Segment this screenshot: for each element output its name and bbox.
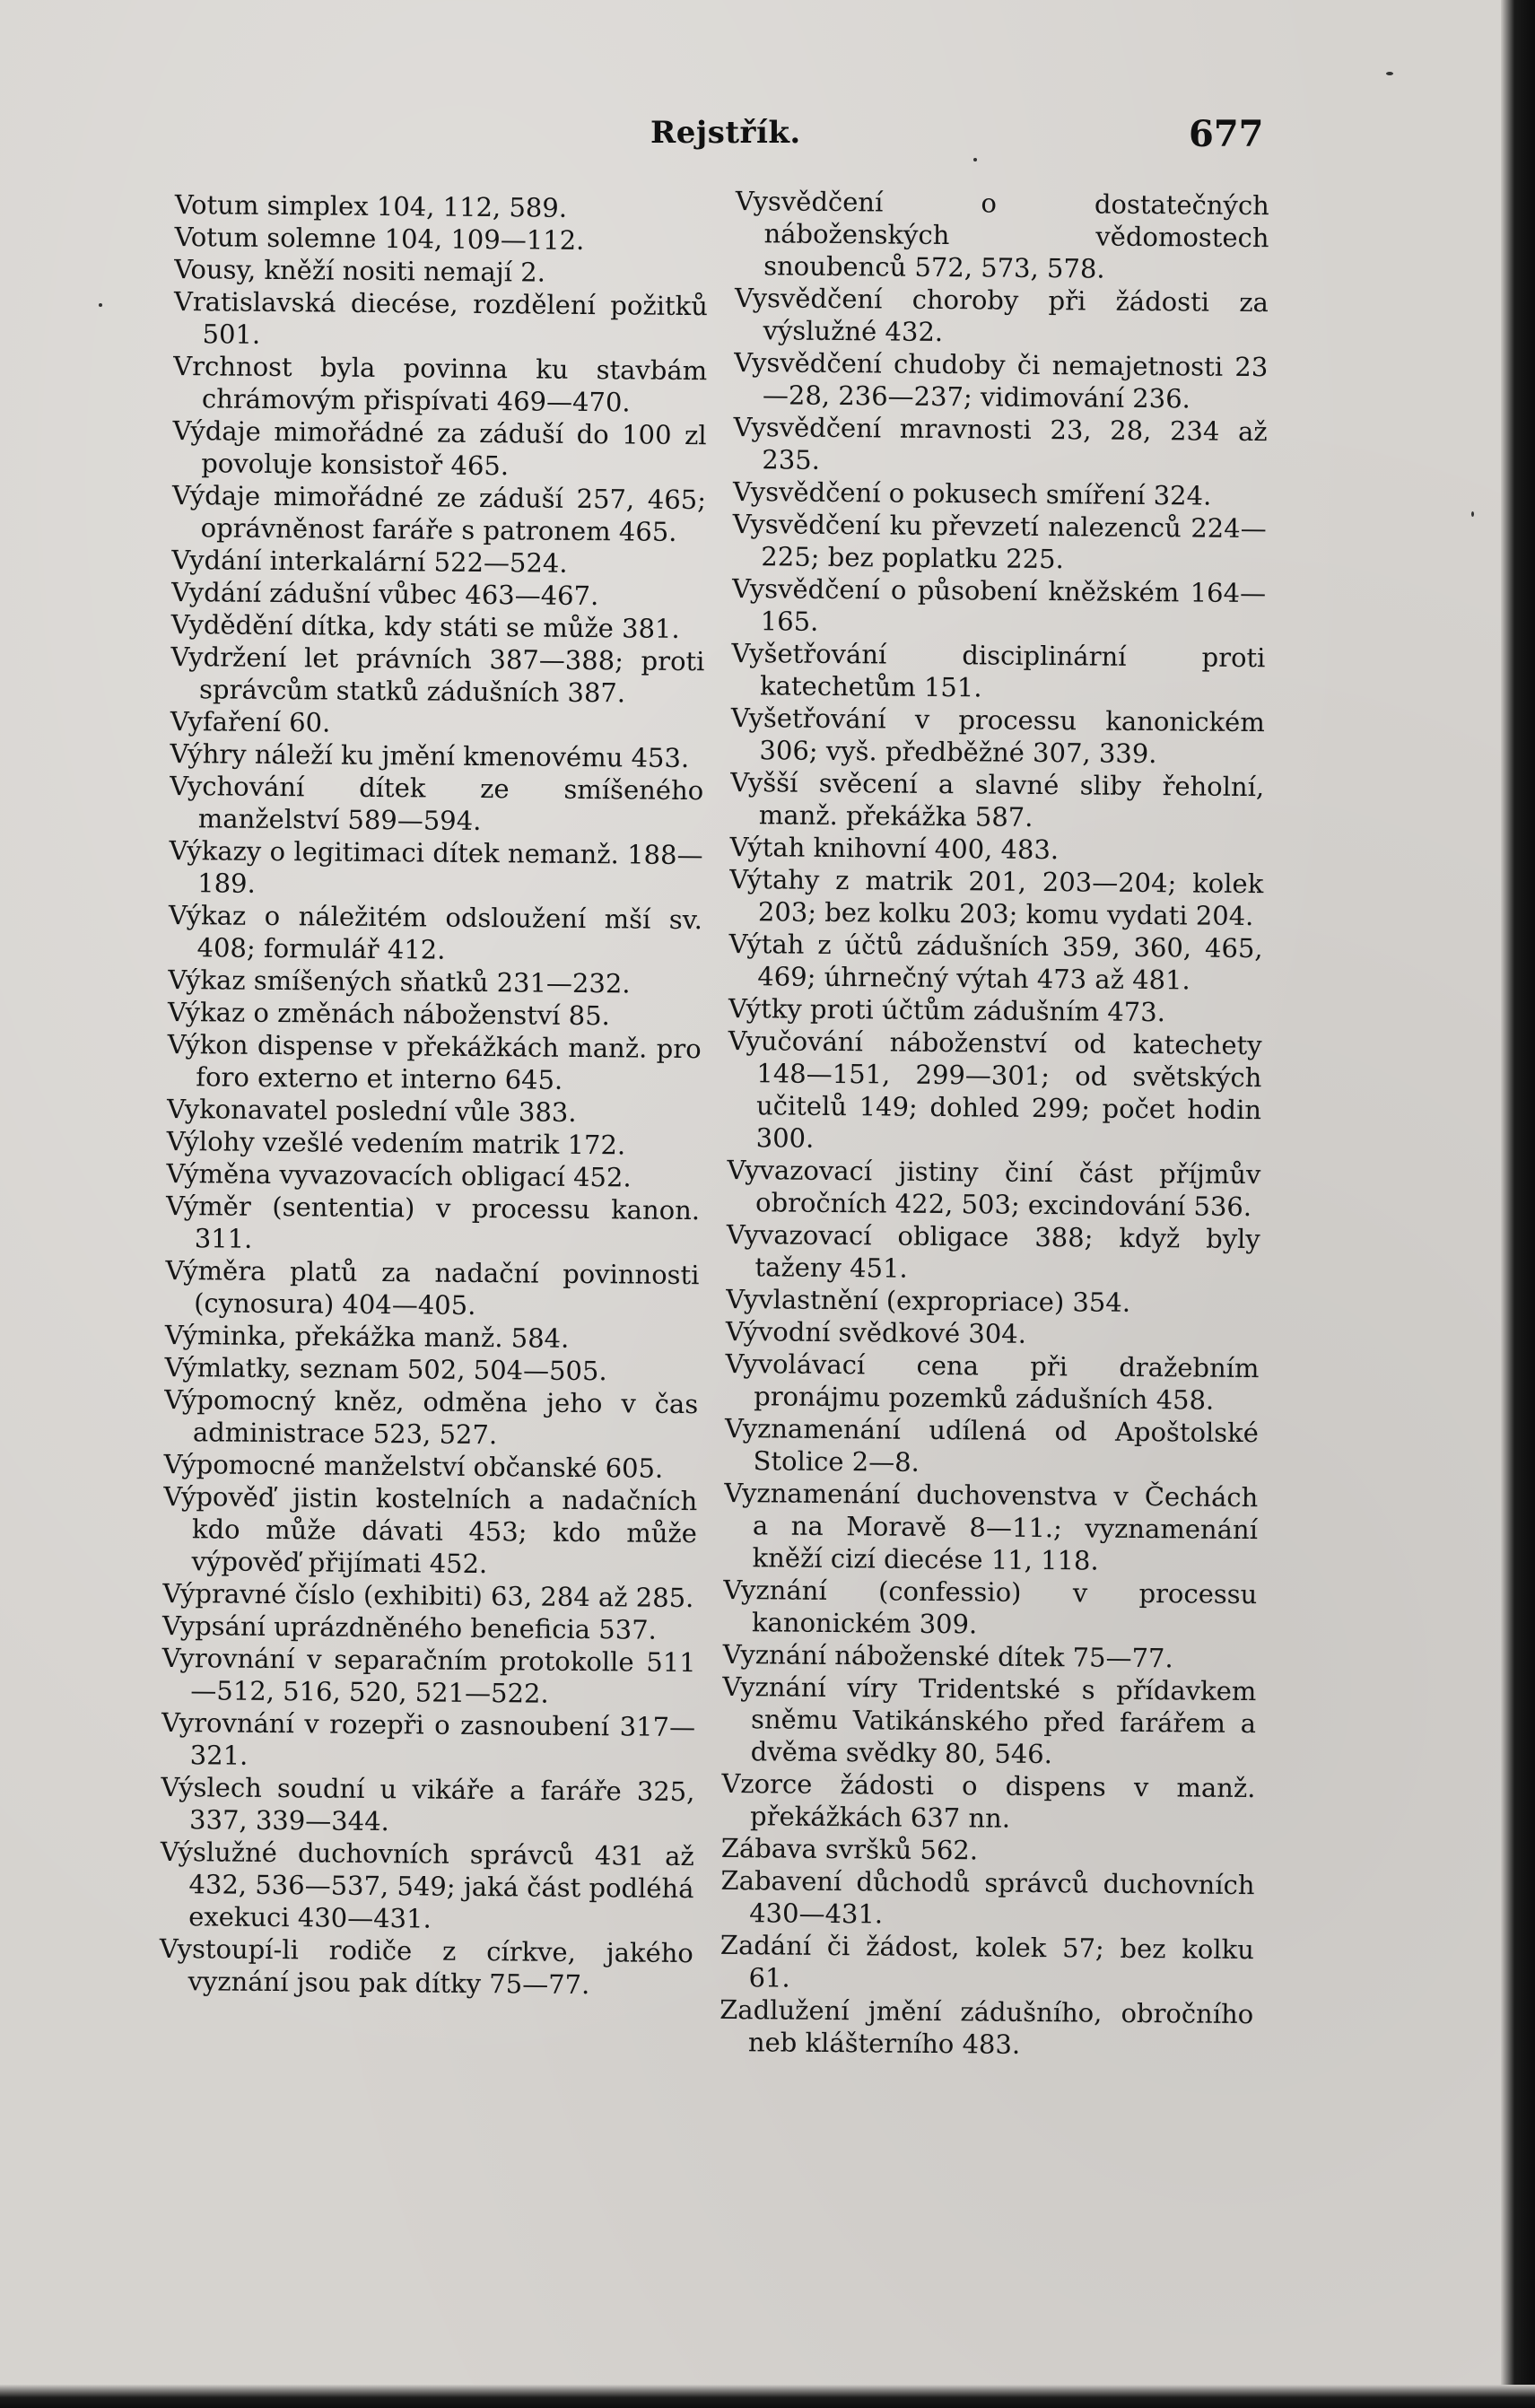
index-entry: Výkaz o změnách náboženství 85. — [167, 996, 610, 1032]
index-entry: Výměna vyvazovacích obligací 452. — [166, 1157, 632, 1193]
index-entry: Vyvolávací cena při dražebním pronájmu pozemků zádušních 458. — [725, 1348, 1260, 1416]
index-entry: Výhry náleží ku jmění kmenovému 453. — [170, 737, 690, 774]
index-entry: Vrchnost byla povinna ku stavbám chrámovým přispívati 469—470. — [173, 350, 708, 418]
index-entry: Výdaje mimořádné za záduší do 100 zl povoluje konsistoř 465. — [172, 414, 707, 482]
index-entry: Vyznání (confessio) v processu kanonickém 309. — [723, 1574, 1258, 1640]
index-entry: Výkon dispense v překážkách manž. pro foro externo et interno 645. — [167, 1028, 702, 1095]
index-entry: Výkazy o legitimaci dítek nemanž. 188—189. — [169, 834, 703, 899]
index-entry: Zadlužení jmění zádušního, obročního neb klášterního 483. — [720, 1994, 1254, 2060]
index-entry: Výkaz o náležitém odsloužení mší sv. 408; formulář 412. — [168, 899, 703, 965]
index-entry: Výminka, překážka manž. 584. — [164, 1319, 570, 1354]
page-header — [0, 115, 1535, 169]
index-entry: Vydání interkalární 522—524. — [171, 544, 568, 579]
index-entry: Zabavení důchodů správců duchovních 430—431. — [720, 1864, 1255, 1930]
index-entry: Vyfaření 60. — [170, 705, 331, 738]
index-entry: Výtah z účtů zádušních 359, 360, 465, 469; úhrnečný výtah 473 až 481. — [728, 928, 1263, 996]
index-entry: Vysvědčení mravnosti 23, 28, 234 až 235. — [733, 411, 1268, 475]
index-entry: Vykonavatel poslední vůle 383. — [166, 1093, 577, 1128]
index-entry: Výkaz smíšených sňatků 231—232. — [168, 964, 631, 999]
page-edge-bottom — [0, 2385, 1535, 2408]
index-entry: Výdaje mimořádné ze záduší 257, 465; oprávněnost faráře s patronem 465. — [171, 479, 707, 547]
index-entry: Výslech soudní u vikáře a faráře 325, 337, 339—344. — [161, 1771, 695, 1837]
page-edge-right — [1501, 0, 1535, 2408]
index-entry: Vyšetřování disciplinární proti katechetům 151. — [731, 637, 1266, 703]
index-entry: Výslužné duchovních správců 431 až 432, 536—537, 549; jaká část podléhá exekuci 430—431. — [160, 1836, 694, 1934]
index-entry: Vousy, kněží nositi nemají 2. — [174, 253, 546, 288]
index-entry: Vyšší svěcení a slavné sliby řeholní, manž. překážka 587. — [730, 766, 1265, 833]
running-title: Rejstřík. — [650, 115, 801, 151]
index-entry: Vyznání víry Tridentské s přídavkem sněmu Vatikánského před farářem a dvěma svědky 80, 546. — [722, 1671, 1257, 1770]
index-entry: Zadání či žádost, kolek 57; bez kolku 61. — [720, 1929, 1255, 1994]
index-entry: Vysvědčení chudoby či nemajetnosti 23—28, 236—237; vidimování 236. — [734, 346, 1269, 414]
index-entry: Vratislavská diecése, rozdělení požitků 501. — [173, 285, 709, 350]
dust-speck — [973, 158, 977, 161]
index-entry: Výměr (sententia) v processu kanon. 311. — [165, 1190, 701, 1254]
index-entry: Vydědění dítka, kdy státi se může 381. — [170, 608, 680, 644]
dust-speck — [99, 303, 102, 307]
index-entry: Vysvědčení choroby při žádosti za výslužné 432. — [734, 282, 1269, 348]
index-entry: Vyznamenání udílená od Apoštolské Stolice 2—8. — [724, 1412, 1260, 1478]
index-entry: Vyznamenání duchovenstva v Čechách a na Moravě 8—11.; vyznamenání kněží cizí diecése 11, 118. — [724, 1477, 1259, 1576]
index-entry: Výpomocné manželství občanské 605. — [163, 1448, 664, 1484]
index-entry: Votum simplex 104, 112, 589. — [174, 188, 568, 223]
index-entry: Vyvlastnění (expropriace) 354. — [726, 1283, 1131, 1318]
index-entry: Zábava svršků 562. — [720, 1832, 979, 1866]
index-entry: Vysvědčení o působení kněžském 164—165. — [731, 572, 1267, 637]
index-entry: Vyrovnání v separačním protokolle 511—512, 516, 520, 521—522. — [161, 1642, 696, 1709]
index-entry: Vydání zádušní vůbec 463—467. — [170, 576, 599, 612]
index-entry: Vyšetřování v processu kanonickém 306; vyš. předběžné 307, 339. — [730, 702, 1265, 770]
index-entry: Vysvědčení ku převzetí nalezenců 224—225; bez poplatku 225. — [732, 508, 1267, 575]
index-entry: Vysvědčení o pokusech smíření 324. — [732, 475, 1212, 511]
index-entry: Vydržení let právních 387—388; proti správcům statků zádušních 387. — [170, 641, 705, 709]
index-entry: Votum solemne 104, 109—112. — [174, 221, 585, 256]
index-entry: Vyučování náboženství od katechety 148—151, 299—301; od světských učitelů 149; dohled 299; počet hodin 300. — [728, 1025, 1262, 1154]
index-entry: Vzorce žádosti o dispens v manž. překážkách 637 nn. — [721, 1767, 1256, 1834]
index-entry: Výtah knihovní 400, 483. — [729, 831, 1060, 866]
index-entry: Vývodní svědkové 304. — [725, 1315, 1027, 1349]
page-number: 677 — [1189, 113, 1264, 155]
index-entry: Vyznání náboženské dítek 75—77. — [722, 1638, 1173, 1674]
index-entry: Výměra platů za nadační povinnosti (cynosura) 404—405. — [165, 1254, 700, 1321]
index-entry: Výlohy vzešlé vedením matrik 172. — [166, 1125, 626, 1161]
index-entry: Vyvazovací jistiny činí část příjmův obročních 422, 503; excindování 536. — [727, 1154, 1261, 1223]
index-entry: Vyrovnání v rozepři o zasnoubení 317—321. — [161, 1706, 696, 1771]
index-entry: Výtahy z matrik 201, 203—204; kolek 203; bez kolku 203; komu vydati 204. — [729, 863, 1264, 932]
index-entry: Vysvědčení o dostatečných náboženských vědomostech snoubenců 572, 573, 578. — [735, 185, 1269, 284]
dust-speck — [1386, 72, 1393, 75]
index-entry: Vyvazovací obligace 388; když byly taženy 451. — [726, 1218, 1260, 1284]
index-entry: Výmlatky, seznam 502, 504—505. — [164, 1351, 607, 1387]
index-entry: Výtky proti účtům zádušním 473. — [728, 992, 1166, 1028]
index-entry: Vychování dítek ze smíšeného manželství 589—594. — [170, 770, 704, 837]
dust-speck — [1471, 511, 1474, 517]
index-column-left — [159, 188, 709, 2002]
index-entry: Vypsání uprázdněného beneficia 537. — [161, 1610, 657, 1645]
index-entry: Vystoupí-li rodiče z církve, jakého vyznání jsou pak dítky 75—77. — [159, 1933, 694, 2001]
index-entry: Výpravné číslo (exhibiti) 63, 284 až 285. — [162, 1577, 694, 1614]
index-entry: Výpověď jistin kostelních a nadačních kdo může dávati 453; kdo může výpověď přijímati 452. — [163, 1480, 698, 1580]
index-entry: Výpomocný kněz, odměna jeho v čas administrace 523, 527. — [164, 1383, 699, 1451]
index-column-right — [720, 185, 1269, 2063]
